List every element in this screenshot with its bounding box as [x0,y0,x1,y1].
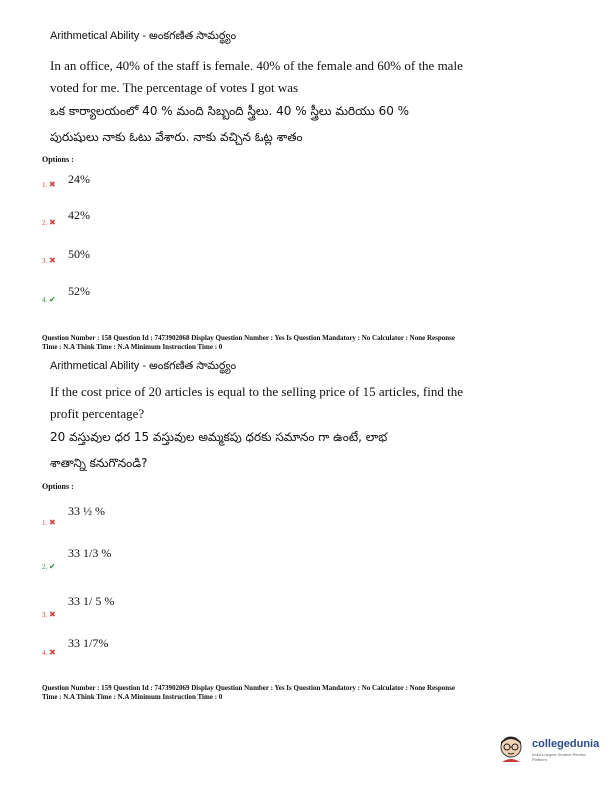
cross-icon: ✖ [49,218,56,227]
option-number: 1. [42,519,48,527]
option-value: 24% [68,172,90,186]
section-label: Arithmetical Ability - అంకగణిత సామర్థ్యం [50,360,237,372]
question-text-en: In an office, 40% of the staff is female. 40% of the female and 60% of the male [50,58,463,73]
option-number: 3. [42,257,48,265]
section-label: Arithmetical Ability - అంకగణిత సామర్థ్యం [50,30,237,42]
option-1[interactable] [42,180,56,189]
option-value: 33 1/3 % [68,546,112,560]
collegedunia-logo[interactable] [494,734,600,764]
cross-icon: ✖ [49,256,56,265]
option-number: 4. [42,649,48,657]
option-value: 50% [68,247,90,261]
mascot-icon [494,734,528,764]
option-4[interactable] [42,648,56,657]
option-2[interactable] [42,218,56,227]
question-text-te: 20 వస్తువుల ధర 15 వస్తువుల అమ్మకపు ధరకు సమానం గా ఉంటే, లాభ [50,430,388,444]
option-value: 33 1/ 5 % [68,594,115,608]
option-value: 42% [68,208,90,222]
options-label: Options : [42,155,74,164]
option-number: 2. [42,219,48,227]
option-3[interactable] [42,256,56,265]
question-meta: Question Number : 159 Question Id : 7473902069 Display Question Number : Yes Is Question Mandatory : No Calculator : None Response Time : N.A Think Time : N.A Minimum Instruction Time : 0 [42,684,455,701]
question-text-te: శాతాన్ని కనుగొనండి? [50,456,148,470]
question-text-te: పురుషులు నాకు ఓటు వేశారు. నాకు వచ్చిన ఓట్ల శాతం [50,130,303,144]
check-icon: ✔ [49,562,56,571]
question-text-en: voted for me. The percentage of votes I got was [50,80,299,95]
option-value: 33 ½ % [68,504,105,518]
check-icon: ✔ [49,295,56,304]
option-3[interactable] [42,610,56,619]
option-number: 2. [42,563,48,571]
question-text-en: If the cost price of 20 articles is equal to the selling price of 15 articles, find the [50,384,463,399]
option-value: 52% [68,284,90,298]
option-number: 1. [42,181,48,189]
option-value: 33 1/7% [68,636,109,650]
options-label: Options : [42,482,74,491]
cross-icon: ✖ [49,610,56,619]
question-meta: Question Number : 158 Question Id : 7473902068 Display Question Number : Yes Is Question Mandatory : No Calculator : None Response Time : N.A Think Time : N.A Minimum Instruction Time : 0 [42,334,455,351]
logo-text: collegedunia [532,738,600,750]
cross-icon: ✖ [49,648,56,657]
option-2[interactable] [42,562,56,571]
cross-icon: ✖ [49,518,56,527]
option-number: 3. [42,611,48,619]
question-text-te: ఒక కార్యాలయంలో 40 % మంది సిబ్బంది స్త్రీలు. 40 % స్త్రీలు మరియు 60 % [50,104,410,118]
option-4[interactable] [42,295,56,304]
cross-icon: ✖ [49,180,56,189]
logo-tagline: India's largest Student Review Platform [532,752,586,762]
question-text-en: profit percentage? [50,406,145,421]
option-number: 4. [42,296,48,304]
option-1[interactable] [42,518,56,527]
